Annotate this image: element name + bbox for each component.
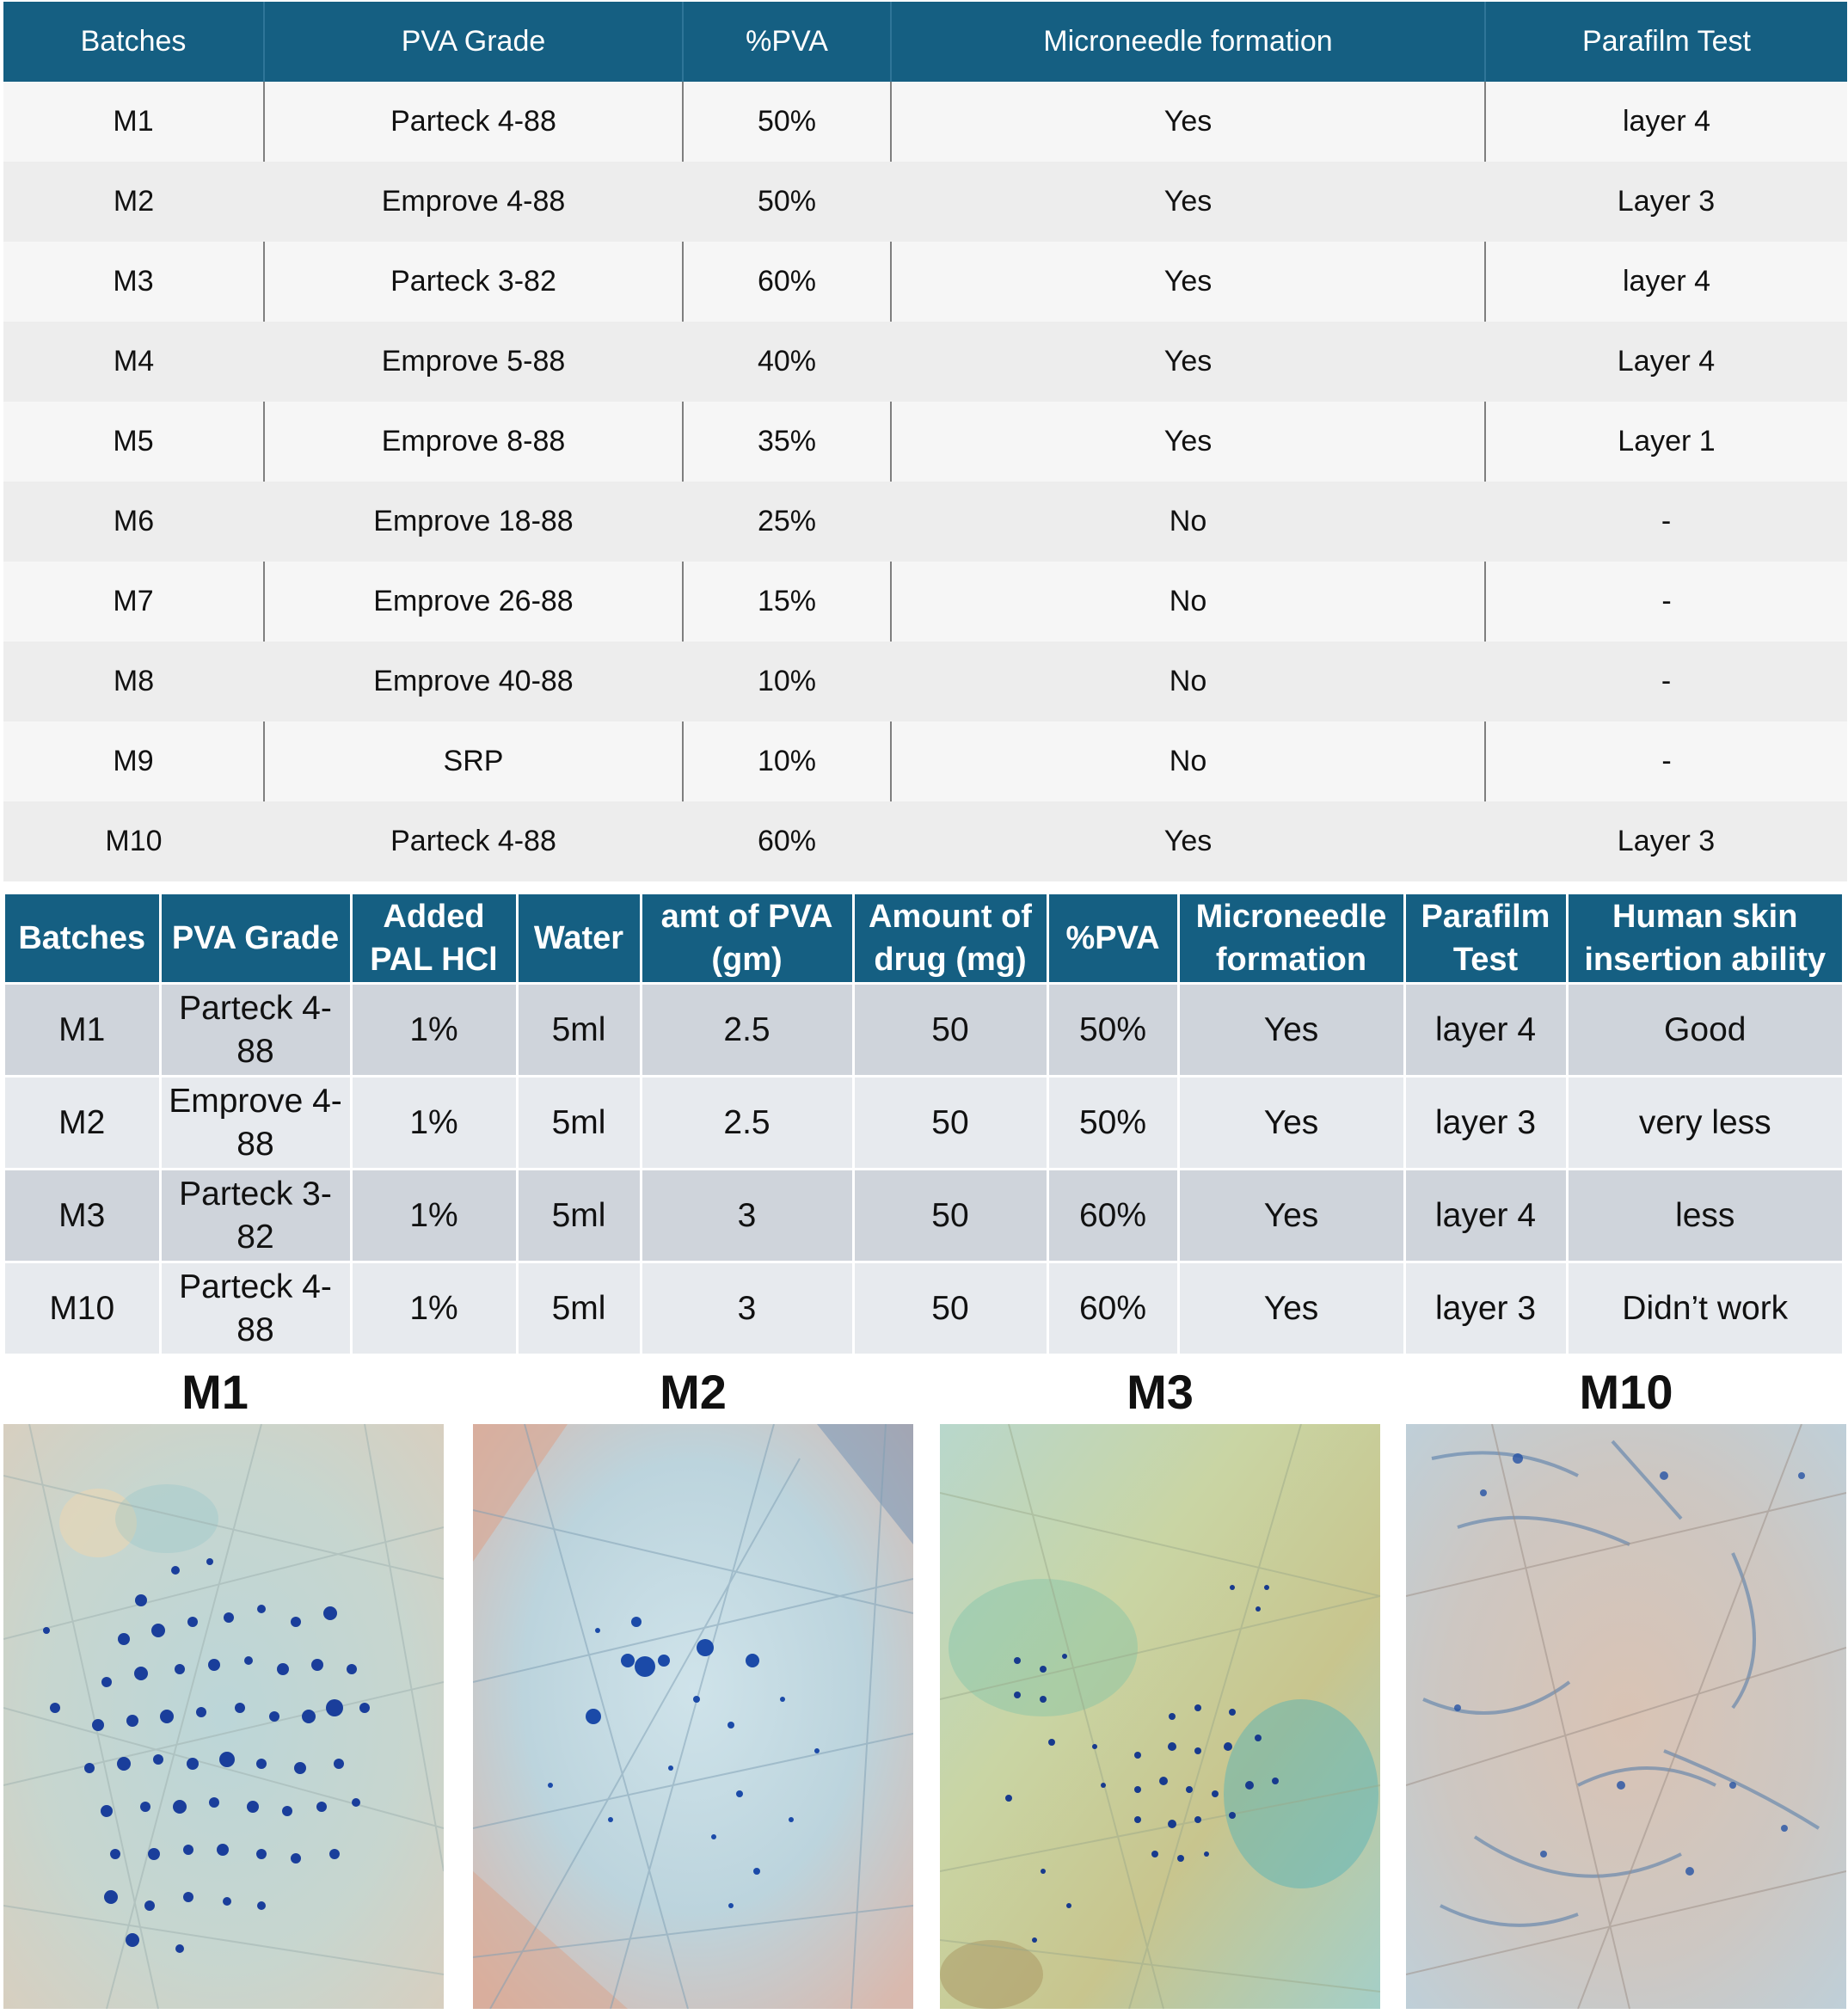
parafilm-test-cell: Layer 4: [1485, 322, 1847, 402]
batch-cell: M1: [3, 82, 264, 162]
table2-header-amt-of-pva: amt of PVA (gm): [641, 894, 853, 984]
table-row: [3, 562, 1847, 642]
pva-grade-cell: Parteck 3-82: [160, 1170, 351, 1262]
parafilm-test-cell: layer 4: [1485, 242, 1847, 322]
photo-label-m10: M10: [1579, 1365, 1673, 1419]
batch-cell: M10: [5, 1262, 160, 1354]
batch-cell: M6: [3, 482, 264, 562]
pva-percent-cell: 40%: [683, 322, 891, 402]
table2-header-added-pal-hcl: Added PAL HCl: [351, 894, 517, 984]
table2-header-row: [5, 894, 1842, 984]
table-row: [3, 402, 1847, 482]
added-pal-hcl-cell: 1%: [351, 984, 517, 1077]
skin-image-m1: [3, 1424, 444, 2009]
pva-grade-cell: Emprove 26-88: [264, 562, 683, 642]
skin-photo-m1: [3, 1424, 444, 2009]
pva-percent-cell: 60%: [683, 242, 891, 322]
pva-grade-cell: Emprove 5-88: [264, 322, 683, 402]
amt-of-pva-cell: 2.5: [641, 1077, 853, 1170]
parafilm-test-cell: -: [1485, 642, 1847, 721]
photo-label-m3: M3: [1127, 1365, 1194, 1419]
parafilm-test-cell: layer 4: [1485, 82, 1847, 162]
pva-grade-cell: Emprove 8-88: [264, 402, 683, 482]
table2-header-microneedle-formation: Microneedle formation: [1178, 894, 1404, 984]
table-row: [5, 1170, 1842, 1262]
pva-grade-cell: Emprove 4-88: [264, 162, 683, 242]
microneedle-formation-cell: Yes: [891, 322, 1485, 402]
skin-image-m2: [473, 1424, 913, 2009]
table2-header-batches: Batches: [5, 894, 160, 984]
batch-cell: M3: [3, 242, 264, 322]
amount-of-drug-cell: 50: [853, 1170, 1047, 1262]
batch-cell: M8: [3, 642, 264, 721]
batch-cell: M2: [5, 1077, 160, 1170]
skin-photo-m2: [473, 1424, 913, 2009]
parafilm-test-cell: layer 3: [1404, 1077, 1567, 1170]
parafilm-test-cell: layer 4: [1404, 1170, 1567, 1262]
pva-percent-cell: 35%: [683, 402, 891, 482]
table-row: [3, 721, 1847, 801]
insertion-ability-cell: Didn’t work: [1567, 1262, 1842, 1354]
table1-header-row: [3, 2, 1847, 82]
skin-image-m10: [1406, 1424, 1846, 2009]
microneedle-formation-cell: Yes: [891, 82, 1485, 162]
pva-percent-cell: 15%: [683, 562, 891, 642]
parafilm-test-cell: -: [1485, 482, 1847, 562]
table-row: [5, 1077, 1842, 1170]
pva-grade-cell: Parteck 4-88: [160, 984, 351, 1077]
batch-cell: M4: [3, 322, 264, 402]
microneedle-formation-cell: Yes: [1178, 984, 1404, 1077]
batch-cell: M3: [5, 1170, 160, 1262]
parafilm-test-cell: Layer 3: [1485, 801, 1847, 881]
table1-header-microneedle-formation: Microneedle formation: [891, 2, 1485, 82]
table-row: [3, 801, 1847, 881]
table2-header-pva-percent: %PVA: [1047, 894, 1178, 984]
pva-percent-cell: 50%: [1047, 1077, 1178, 1170]
pva-percent-cell: 25%: [683, 482, 891, 562]
amount-of-drug-cell: 50: [853, 984, 1047, 1077]
table-row: [5, 984, 1842, 1077]
table2-header-parafilm-test: Parafilm Test: [1404, 894, 1567, 984]
table2-header-human-skin-insertion: Human skin insertion ability: [1567, 894, 1842, 984]
parafilm-test-cell: Layer 3: [1485, 162, 1847, 242]
pva-grade-cell: Parteck 4-88: [160, 1262, 351, 1354]
microneedle-formation-cell: Yes: [891, 242, 1485, 322]
parafilm-test-cell: Layer 1: [1485, 402, 1847, 482]
pva-percent-cell: 10%: [683, 721, 891, 801]
table-row: [3, 642, 1847, 721]
microneedle-formation-cell: No: [891, 482, 1485, 562]
skin-photo-m3: [940, 1424, 1380, 2009]
table2-header-pva-grade: PVA Grade: [160, 894, 351, 984]
photo-label-m1: M1: [181, 1365, 249, 1419]
pva-percent-cell: 60%: [1047, 1170, 1178, 1262]
batch-cell: M9: [3, 721, 264, 801]
added-pal-hcl-cell: 1%: [351, 1170, 517, 1262]
pva-percent-cell: 60%: [1047, 1262, 1178, 1354]
amt-of-pva-cell: 3: [641, 1262, 853, 1354]
table-row: [5, 1262, 1842, 1354]
water-cell: 5ml: [517, 1077, 641, 1170]
microneedle-formation-cell: Yes: [891, 801, 1485, 881]
table2-header-amount-of-drug: Amount of drug (mg): [853, 894, 1047, 984]
batch-cell: M2: [3, 162, 264, 242]
insertion-ability-cell: less: [1567, 1170, 1842, 1262]
pva-percent-cell: 60%: [683, 801, 891, 881]
pva-grade-cell: Parteck 4-88: [264, 801, 683, 881]
parafilm-test-cell: -: [1485, 721, 1847, 801]
microneedle-formation-cell: Yes: [891, 162, 1485, 242]
water-cell: 5ml: [517, 1170, 641, 1262]
table-row: [3, 322, 1847, 402]
microneedle-formation-cell: No: [891, 562, 1485, 642]
insertion-ability-cell: Good: [1567, 984, 1842, 1077]
microneedle-formation-cell: No: [891, 721, 1485, 801]
table1-header-pva-percent: %PVA: [683, 2, 891, 82]
table1-header-parafilm-test: Parafilm Test: [1485, 2, 1847, 82]
microneedle-formation-cell: Yes: [891, 402, 1485, 482]
table-row: [3, 482, 1847, 562]
insertion-ability-cell: very less: [1567, 1077, 1842, 1170]
pva-grade-cell: Parteck 3-82: [264, 242, 683, 322]
table-row: [3, 82, 1847, 162]
amount-of-drug-cell: 50: [853, 1262, 1047, 1354]
parafilm-test-table: [3, 2, 1847, 881]
pva-grade-cell: SRP: [264, 721, 683, 801]
table2-header-water: Water: [517, 894, 641, 984]
skin-insertion-table: [5, 894, 1842, 1354]
microneedle-formation-cell: Yes: [1178, 1170, 1404, 1262]
table-row: [3, 162, 1847, 242]
water-cell: 5ml: [517, 1262, 641, 1354]
table1-header-pva-grade: PVA Grade: [264, 2, 683, 82]
parafilm-test-cell: layer 4: [1404, 984, 1567, 1077]
parafilm-test-cell: layer 3: [1404, 1262, 1567, 1354]
pva-percent-cell: 50%: [1047, 984, 1178, 1077]
added-pal-hcl-cell: 1%: [351, 1077, 517, 1170]
microneedle-formation-cell: Yes: [1178, 1077, 1404, 1170]
water-cell: 5ml: [517, 984, 641, 1077]
batch-cell: M1: [5, 984, 160, 1077]
pva-grade-cell: Emprove 4-88: [160, 1077, 351, 1170]
amt-of-pva-cell: 3: [641, 1170, 853, 1262]
batch-cell: M7: [3, 562, 264, 642]
amt-of-pva-cell: 2.5: [641, 984, 853, 1077]
pva-percent-cell: 50%: [683, 82, 891, 162]
skin-photo-m10: [1406, 1424, 1846, 2009]
table-row: [3, 242, 1847, 322]
batch-cell: M10: [3, 801, 264, 881]
pva-grade-cell: Parteck 4-88: [264, 82, 683, 162]
batch-cell: M5: [3, 402, 264, 482]
added-pal-hcl-cell: 1%: [351, 1262, 517, 1354]
amount-of-drug-cell: 50: [853, 1077, 1047, 1170]
table1-header-batches: Batches: [3, 2, 264, 82]
parafilm-test-cell: -: [1485, 562, 1847, 642]
microneedle-formation-cell: Yes: [1178, 1262, 1404, 1354]
pva-percent-cell: 50%: [683, 162, 891, 242]
pva-grade-cell: Emprove 40-88: [264, 642, 683, 721]
microneedle-formation-cell: No: [891, 642, 1485, 721]
skin-image-m3: [940, 1424, 1380, 2009]
pva-percent-cell: 10%: [683, 642, 891, 721]
pva-grade-cell: Emprove 18-88: [264, 482, 683, 562]
photo-label-m2: M2: [660, 1365, 727, 1419]
